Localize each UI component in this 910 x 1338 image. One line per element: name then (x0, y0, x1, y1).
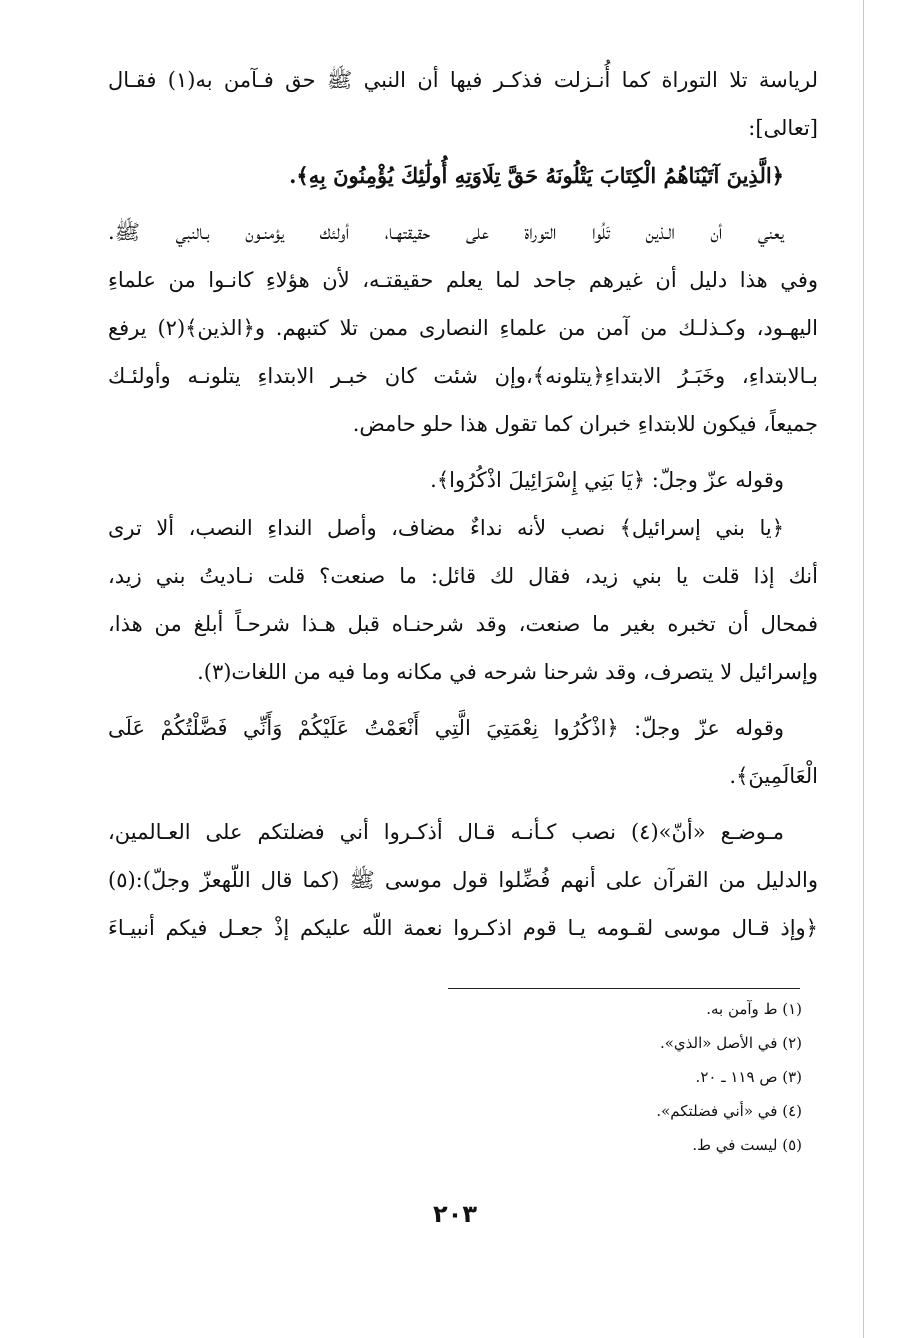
footnote-4: (٤) في «أني فضلتكم». (656, 1102, 802, 1120)
page-edge-line (863, 0, 864, 1338)
footnote-3: (٣) ص ١١٩ ـ ٢٠. (695, 1068, 802, 1086)
text-line-18: ﴿وإذ قـال موسى لقـومه يـا قوم اذكـروا نعمة اللّه عليكم إذْ جعـل فيكم أنبيـاءَ (108, 916, 818, 940)
footnote-1: (١) ط وآمن به. (706, 1000, 802, 1018)
footnote-2: (٢) في الأصل «الذي». (659, 1034, 802, 1052)
page-number: ٢٠٣ (433, 1200, 477, 1228)
text-line-4: يعني أن الـذين تَلُوا التوراة على حقيقتهـا، أولئك يؤمنـون بـالنبي ﷺ. (108, 220, 784, 244)
footnote-5: (٥) ليست في ط. (692, 1136, 802, 1154)
footnote-divider (448, 988, 800, 989)
quran-verse-line: ﴿الَّذِينَ آتَيْنَاهُمُ الْكِتَابَ يَتْلُونَهُ حَقَّ تِلَاوَتِهِ أُولَٰئِكَ يُؤْمِنُونَ بِهِ﴾. (289, 163, 784, 188)
text-line-5: وفي هذا دليل أن غيرهم جاحد لما يعلم حقيقتـه، لأن هؤلاءِ كانـوا من علماءِ (108, 268, 818, 292)
text-line-17: والدليل من القرآن على أنهم فُضِّلوا قول موسى ﷺ (كما قال اللّهعزّ وجلّ):(٥) (108, 868, 818, 892)
text-line-15: الْعَالَمِينَ﴾. (729, 764, 818, 788)
text-line-2: [تعالى]: (748, 116, 818, 140)
text-line-7: بـالابتداءِ، وخَبَـرُ الابتداءِ﴿يتلونه﴾،وإن شئت كان خبـر الابتداءِ يتلونـه وأولئـك (108, 364, 818, 388)
text-line-13: وإسرائيل لا يتصرف، وقد شرحنا شرحه في مكانه وما فيه من اللغات(٣). (197, 660, 818, 684)
text-line-6: اليهـود، وكـذلـك من آمن من علماءِ النصارى ممن تلا كتبهم. و﴿الذين﴾(٢) يرفع (108, 316, 818, 340)
footnotes (402, 992, 802, 1162)
text-line-8: جميعاً، فيكون للابتداءِ خبران كما تقول هذا حلو حامض. (352, 412, 818, 436)
text-line-12: فمحال أن تخبره بغير ما صنعت، وقد شرحنـاه قبل هـذا شرحـاً أبلغ من هذا، (108, 612, 818, 636)
text-line-1: لرياسة تلا التوراة كما أُنـزلت فذكـر فيها أن النبي ﷺ حق فـآمن به(١) فقـال (108, 68, 818, 92)
text-line-9: وقوله عزّ وجلّ: ﴿يَا بَنِي إِسْرَائِيلَ اذْكُرُوا﴾. (430, 468, 784, 492)
text-line-14: وقوله عزّ وجلّ: ﴿اذْكُرُوا نِعْمَتِيَ الَّتِي أَنْعَمْتُ عَلَيْكُمْ وَأَنِّي فَضَّلْتُكُمْ عَلَى (108, 716, 784, 740)
text-line-16: مـوضـع «أنّ»(٤) نصب كـأنـه قـال أذكـروا أني فضلتكم على العـالمين، (108, 820, 784, 844)
text-line-11: أنك إذا قلت يا بني زيد، فقال لك قائل: ما صنعت؟ قلت نـاديتُ بني زيد، (108, 564, 818, 588)
text-line-10: ﴿يا بني إسرائيل﴾ نصب لأنه نداءٌ مضاف، وأصل النداءِ النصب، ألا ترى (108, 516, 784, 540)
main-text (108, 56, 818, 952)
